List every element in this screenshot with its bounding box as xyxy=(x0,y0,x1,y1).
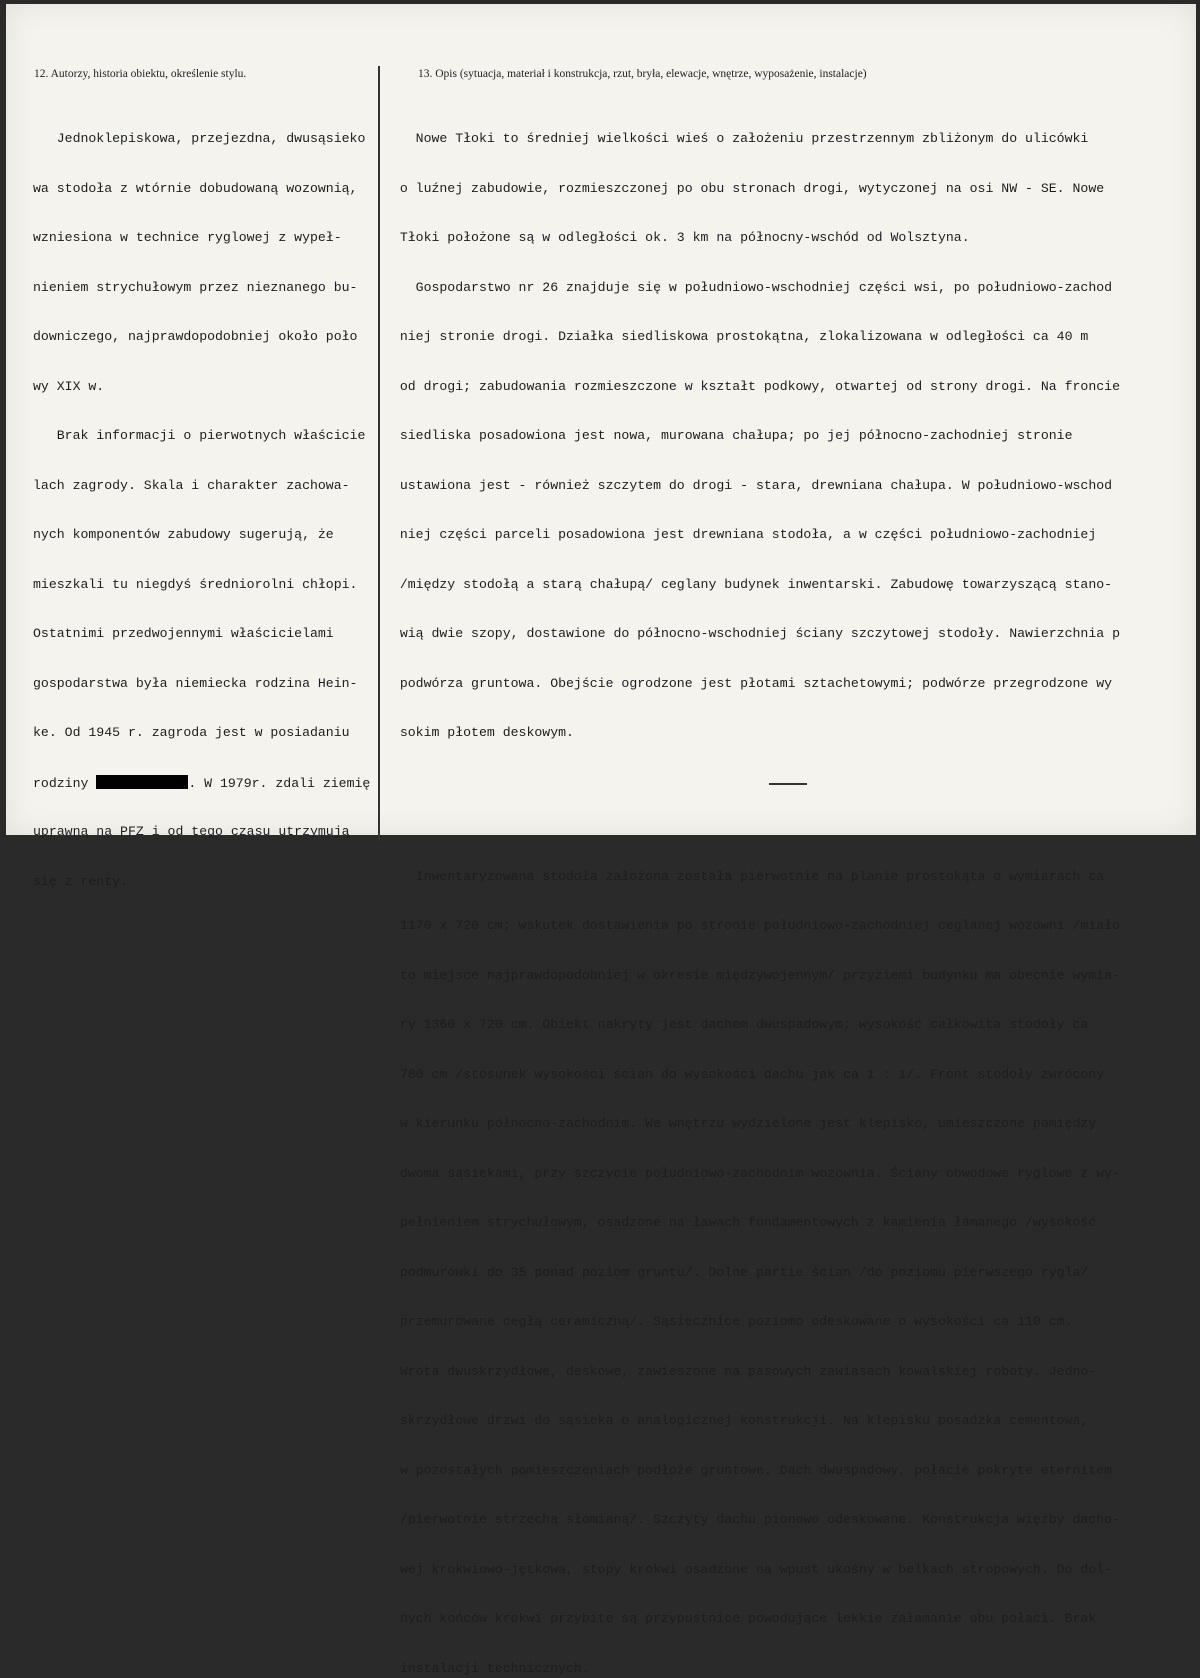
text-line: downiczego, najprawdopodobniej około poło xyxy=(33,329,358,344)
column-divider xyxy=(378,66,380,841)
text-line: nych końców krokwi przybite są przypustnice powodujące lekkie załamanie obu połaci. Brak xyxy=(384,1611,1097,1626)
text-line: 1170 x 720 cm; wskutek dostawienia po stronie południowo-zachodniej ceglanej wozowni /miało xyxy=(384,918,1120,933)
text-line: skrzydłowe drzwi do sąsieka o analogicznej konstrukcji. Na klepisku posadzka cementowa, xyxy=(384,1413,1089,1428)
text-line: wy XIX w. xyxy=(33,378,105,394)
text-line: wią dwie szopy, dostawione do północno-wschodniej ściany szczytowej stodoły. Nawierzchnia p xyxy=(384,626,1120,641)
text-fragment: . W 1979r. zdali ziemię xyxy=(188,775,371,791)
document-sheet xyxy=(6,4,1196,1676)
text-line: o luźnej zabudowie, rozmieszczonej po obu stronach drogi, wytyczonej na osi NW - SE. Nowe xyxy=(384,180,1105,196)
text-fragment: rodziny xyxy=(33,775,97,791)
text-line: w pozostałych pomieszczeniach podłoże gruntowe. Dach dwuspadowy, połacie pokryte eternitem xyxy=(384,1462,1113,1478)
section-separator xyxy=(384,775,1120,791)
text-line: /między stodołą a starą chałupą/ ceglany budynek inwentarski. Zabudowę towarzyszącą stano- xyxy=(384,576,1113,592)
text-line: pełnieniem strychułowym, osadzone na ławach fundamentowych z kamienia łamanego /wysokość xyxy=(384,1215,1097,1230)
text-line: ry 1360 x 720 cm. Obiekt nakryty jest dachem dwuspadowym; wysokość całkowita stodoły ca xyxy=(384,1017,1089,1032)
text-line: w kierunku północno-zachodnim. We wnętrzu wydzielone jest klepisko, umieszczone pomiędzy xyxy=(384,1116,1097,1131)
text-line: to miejsce najprawdopodobniej w okresie międzywojennym/ przyziemi budynku ma obecnie wymia- xyxy=(384,967,1120,983)
text-line: Jednoklepiskowa, przejezdna, dwusąsieko xyxy=(33,131,366,146)
text-line: niej stronie drogi. Działka siedliskowa prostokątna, zlokalizowana w odległości ca 40 m xyxy=(384,329,1089,344)
text-line: wa stodoła z wtórnie dobudowaną wozownią, xyxy=(33,180,358,196)
text-line: uprawną na PFZ i od tego czasu utrzymują xyxy=(33,824,350,839)
text-line: Gospodarstwo nr 26 znajduje się w południowo-wschodniej części wsi, po południowo-zachod xyxy=(384,279,1113,295)
text-line: ke. Od 1945 r. zagroda jest w posiadaniu xyxy=(33,725,350,740)
text-line: Nowe Tłoki to średniej wielkości wieś o założeniu przestrzennym zbliżonym do ulicówki xyxy=(384,131,1089,146)
text-line: podwórza gruntowa. Obejście ogrodzone jest płotami sztachetowymi; podwórze przegrodzone wy xyxy=(384,675,1113,691)
text-line: gospodarstwa była niemiecka rodzina Hein- xyxy=(33,675,358,691)
text-line: ustawiona jest - również szczytem do drogi - stara, drewniana chałupa. W południowo-wschod xyxy=(384,477,1113,493)
text-line: Tłoki położone są w odległości ok. 3 km na północny-wschód od Wolsztyna. xyxy=(384,230,970,245)
text-line: podmurówki do 35 ponad poziom gruntu/. Dolne partie ścian /do poziomu pierwszego rygla/ xyxy=(384,1264,1089,1280)
section-12-text xyxy=(33,98,370,923)
text-line: się z renty. xyxy=(33,873,128,889)
text-line: przemurowane cegłą ceramiczną/. Sąsiecznice poziomo odeskowane o wysokości ca 110 cm. xyxy=(384,1314,1073,1329)
text-line: 780 cm /stosunek wysokości ścian do wysokości dachu jak ca 1 : 1/. Front stodoły zwrócony xyxy=(384,1066,1105,1082)
text-line: wej krokwiowo-jętkowa, stopy krokwi osadzone na wpust ukośny w belkach stropowych. Do dol- xyxy=(384,1561,1113,1577)
text-line: Ostatnimi przedwojennymi właścicielami xyxy=(33,626,334,641)
text-line: od drogi; zabudowania rozmieszczone w kształt podkowy, otwartej od strony drogi. Na froncie xyxy=(384,378,1120,394)
text-line: sokim płotem deskowym. xyxy=(384,725,574,740)
text-line: Wrota dwuskrzydłowe, deskowe, zawieszone na pasowych zawiasach kowalskiej roboty. Jedno- xyxy=(384,1363,1097,1379)
text-line: Brak informacji o pierwotnych właściciе xyxy=(33,428,366,443)
text-line xyxy=(33,775,370,792)
text-line: nieniem strychułowym przez nieznanego bu- xyxy=(33,279,358,295)
text-line: wzniesiona w technice ryglowej z wypeł- xyxy=(33,230,342,245)
section-12-header: 12. Autorzy, historia obiektu, określenie stylu. xyxy=(34,68,247,80)
text-line: niej części parceli posadowiona jest drewniana stodoła, a w części południowo-zachodniej xyxy=(384,527,1097,542)
text-line: lach zagrody. Skala i charakter zachowa- xyxy=(33,477,350,493)
section-13-text xyxy=(384,98,1120,1678)
text-line: instalacji technicznych. xyxy=(384,1660,590,1676)
text-line: dwoma sąsiekami, przy szczycie południowo-zachodnim wozownia. Ściany obwodowe ryglowe z wy- xyxy=(384,1165,1120,1181)
section-13-header: 13. Opis (sytuacja, materiał i konstrukcja, rzut, bryła, elewacje, wnętrze, wyposażenie, instalacje) xyxy=(418,68,867,80)
redaction-block xyxy=(96,775,188,789)
text-line: mieszkali tu niegdyś średniorolni chłopi. xyxy=(33,576,358,592)
text-line: /pierwotnie strzechą słomianą/. Szczyty dachu pionowo odeskowane. Konstrukcja więźby dacho- xyxy=(384,1512,1120,1527)
text-line: Inwentaryzowana stodoła założona została pierwotnie na planie prostokąta o wymiarach ca xyxy=(384,868,1105,884)
text-line: nych komponentów zabudowy sugerują, że xyxy=(33,527,334,542)
text-line: siedliska posadowiona jest nowa, murowana chałupa; po jej północno-zachodniej stronie xyxy=(384,428,1073,443)
